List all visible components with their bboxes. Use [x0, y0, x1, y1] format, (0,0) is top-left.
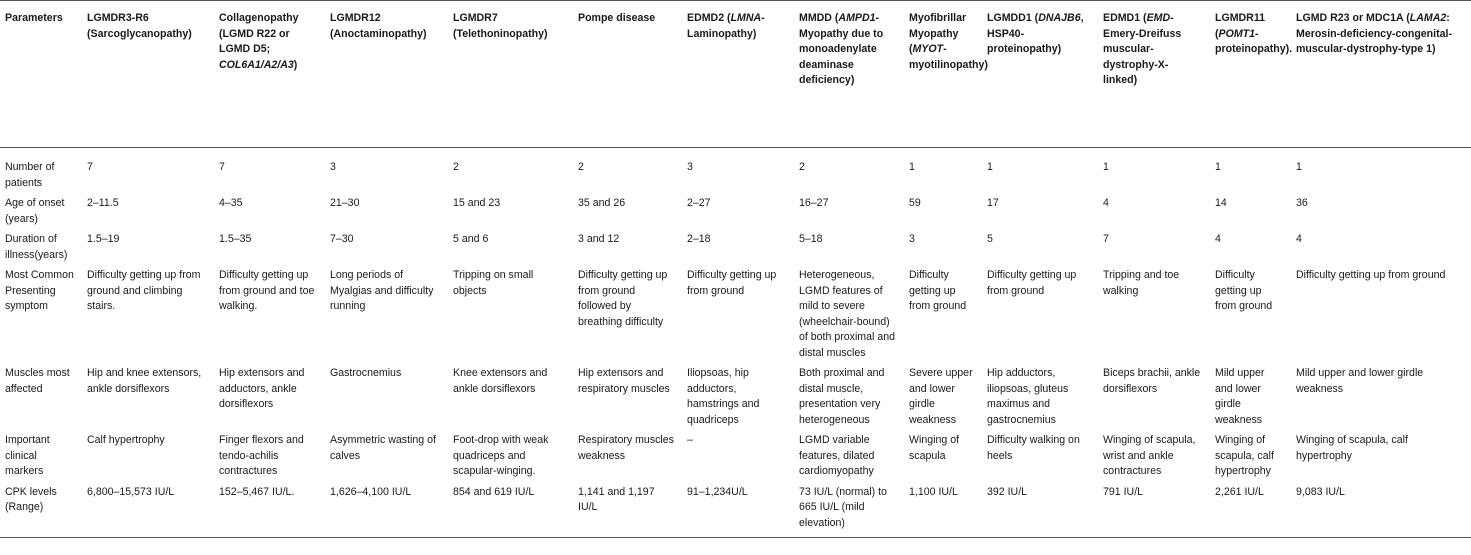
table-cell: Hip adductors, iliopsoas, gluteus maximus and gastrocnemius — [987, 367, 1069, 426]
table-cell: Hip extensors and respiratory muscles — [578, 367, 670, 395]
table-cell: 7 — [87, 161, 93, 173]
table-cell: Winging of scapula, calf hypertrophy — [1296, 434, 1408, 462]
table-cell: 2 — [578, 161, 584, 173]
table-cell: LGMD variable features, dilated cardiomyopathy — [799, 434, 875, 477]
table-cell: Difficulty getting up from ground — [687, 269, 777, 297]
header-cell: LGMDR3-R6 (Sarcoglycanopathy) — [82, 1, 214, 148]
table-cell: 4 — [1103, 197, 1109, 209]
table-cell: Difficulty getting up from ground — [1296, 269, 1446, 281]
table-cell: 2 — [453, 161, 459, 173]
row-label: Most Common Presenting symptom — [5, 269, 74, 312]
table-cell: 21–30 — [330, 197, 360, 209]
table-cell: 1 — [987, 161, 993, 173]
table-cell: 3 and 12 — [578, 233, 620, 245]
table-cell: Difficulty getting up from ground — [909, 269, 967, 312]
table-cell: 3 — [909, 233, 915, 245]
table-cell: Difficulty walking on heels — [987, 434, 1080, 462]
header-row — [0, 1, 1471, 148]
table-cell: 59 — [909, 197, 921, 209]
table-cell: Heterogeneous, LGMD features of mild to severe (wheelchair-bound) of both proximal and distal muscles — [799, 269, 895, 359]
table-cell: Calf hypertrophy — [87, 434, 165, 446]
table-cell: Mild upper and lower girdle weakness — [1296, 367, 1424, 395]
table-cell: Long periods of Myalgias and difficulty running — [330, 269, 434, 312]
header-cell: Collagenopathy (LGMD R22 or LGMD D5; COL6A1/A2/A3) — [214, 1, 325, 148]
header-cell: LGMDD1 (DNAJB6, HSP40-proteinopathy) — [982, 1, 1098, 148]
table-row-muscles-affected — [0, 361, 1471, 428]
header-cell: LGMDR12 (Anoctaminopathy) — [325, 1, 448, 148]
header-cell: EDMD1 (EMD-Emery-Dreifuss muscular-dystrophy-X-linked) — [1098, 1, 1210, 148]
table-cell: 4–35 — [219, 197, 243, 209]
table-row-presenting-symptom — [0, 263, 1471, 361]
row-label: Duration of illness(years) — [5, 233, 68, 261]
table-cell: 7 — [219, 161, 225, 173]
table-cell: Difficulty getting up from ground and toe walking. — [219, 269, 315, 312]
table-cell: Hip and knee extensors, ankle dorsiflexors — [87, 367, 202, 395]
table-cell: 14 — [1215, 197, 1227, 209]
table-cell: Tripping and toe walking — [1103, 269, 1180, 297]
table-cell: Iliopsoas, hip adductors, hamstrings and quadriceps — [687, 367, 760, 426]
table-cell: Tripping on small objects — [453, 269, 534, 297]
table-cell: 5 — [987, 233, 993, 245]
table-cell: 3 — [330, 161, 336, 173]
table-cell: 15 and 23 — [453, 197, 501, 209]
table-cell: 3 — [687, 161, 693, 173]
header-cell: EDMD2 (LMNA-Laminopathy) — [682, 1, 794, 148]
header-cell: LGMDR11 (POMT1-proteinopathy). — [1210, 1, 1291, 148]
header-cell: LGMDR7 (Telethoninopathy) — [448, 1, 573, 148]
table-cell: 36 — [1296, 197, 1308, 209]
table-cell: – — [687, 434, 693, 446]
row-label: Number of patients — [5, 161, 55, 189]
table-cell: 4 — [1215, 233, 1221, 245]
table-cell: Severe upper and lower girdle weakness — [909, 367, 973, 426]
header-cell: LGMD R23 or MDC1A (LAMA2: Merosin-deficiency-congenital-muscular-dystrophy-type 1) — [1291, 1, 1471, 148]
table-cell: 5–18 — [799, 233, 823, 245]
table-cell: Mild upper and lower girdle weakness — [1215, 367, 1265, 426]
table-cell: 1,626–4,100 IU/L — [325, 480, 448, 538]
header-cell: Myofibrillar Myopathy (MYOT-myotilinopathy) — [904, 1, 982, 148]
table-cell: 1.5–35 — [219, 233, 252, 245]
table-cell: 1 — [1215, 161, 1221, 173]
row-label: Important clinical markers — [5, 434, 50, 477]
table-cell: 2 — [799, 161, 805, 173]
table-cell: Difficulty getting up from ground and climbing stairs. — [87, 269, 201, 312]
table-cell: 791 IU/L — [1098, 480, 1210, 538]
table-cell: 1 — [1103, 161, 1109, 173]
table-cell: 152–5,467 IU/L. — [214, 480, 325, 538]
table-cell: Winging of scapula — [909, 434, 960, 462]
table-cell: Winging of scapula, wrist and ankle contractures — [1103, 434, 1196, 477]
table-cell: 17 — [987, 197, 999, 209]
table-row-age-of-onset — [0, 191, 1471, 227]
table-cell: 7 — [1103, 233, 1109, 245]
header-cell: Parameters — [0, 1, 82, 148]
table-row-number-of-patients — [0, 148, 1471, 192]
table-cell: 2–11.5 — [87, 197, 119, 209]
row-label: Muscles most affected — [5, 367, 70, 395]
table-cell: Foot-drop with weak quadriceps and scapular-winging. — [453, 434, 549, 477]
table-cell: 7–30 — [330, 233, 354, 245]
table-cell: Hip extensors and adductors, ankle dorsiflexors — [219, 367, 305, 410]
table-cell: 6,800–15,573 IU/L — [82, 480, 214, 538]
table-cell: Respiratory muscles weakness — [578, 434, 674, 462]
table-cell: 854 and 619 IU/L — [448, 480, 573, 538]
header-cell: Pompe disease — [573, 1, 682, 148]
table-cell: Winging of scapula, calf hypertrophy — [1215, 434, 1274, 477]
table-row-clinical-markers — [0, 428, 1471, 480]
table-cell: 9,083 IU/L — [1291, 480, 1471, 538]
table-cell: 1 — [1296, 161, 1302, 173]
table-cell: Gastrocnemius — [330, 367, 402, 379]
table-cell: Difficulty getting up from ground followed by breathing difficulty — [578, 269, 668, 328]
table-row-cpk-levels — [0, 480, 1471, 538]
table-cell: 1,141 and 1,197 IU/L — [573, 480, 682, 538]
table-cell: 392 IU/L — [982, 480, 1098, 538]
table-cell: 1 — [909, 161, 915, 173]
table-cell: 2–27 — [687, 197, 711, 209]
table-cell: 2–18 — [687, 233, 711, 245]
table-cell: Finger flexors and tendo-achilis contractures — [219, 434, 304, 477]
table-cell: Asymmetric wasting of calves — [330, 434, 436, 462]
table-cell: Biceps brachii, ankle dorsiflexors — [1103, 367, 1201, 395]
row-label: Age of onset (years) — [5, 197, 65, 225]
table-cell: 35 and 26 — [578, 197, 626, 209]
table-cell: Difficulty getting up from ground — [1215, 269, 1273, 312]
table-cell: 1.5–19 — [87, 233, 120, 245]
table-cell: Both proximal and distal muscle, presentation very heterogeneous — [799, 367, 885, 426]
table-cell: 16–27 — [799, 197, 829, 209]
row-label: CPK levels (Range) — [0, 480, 82, 538]
table-cell: 91–1,234U/L — [682, 480, 794, 538]
table-cell: 73 IU/L (normal) to 665 IU/L (mild elevation) — [794, 480, 904, 538]
header-cell: MMDD (AMPD1-Myopathy due to monoadenylate deaminase deficiency) — [794, 1, 904, 148]
table-cell: 5 and 6 — [453, 233, 489, 245]
table-cell: 4 — [1296, 233, 1302, 245]
table-cell: 1,100 IU/L — [904, 480, 982, 538]
table-row-duration-of-illness — [0, 227, 1471, 263]
table-cell: Knee extensors and ankle dorsiflexors — [453, 367, 548, 395]
table-cell: Difficulty getting up from ground — [987, 269, 1077, 297]
table-cell: 2,261 IU/L — [1210, 480, 1291, 538]
